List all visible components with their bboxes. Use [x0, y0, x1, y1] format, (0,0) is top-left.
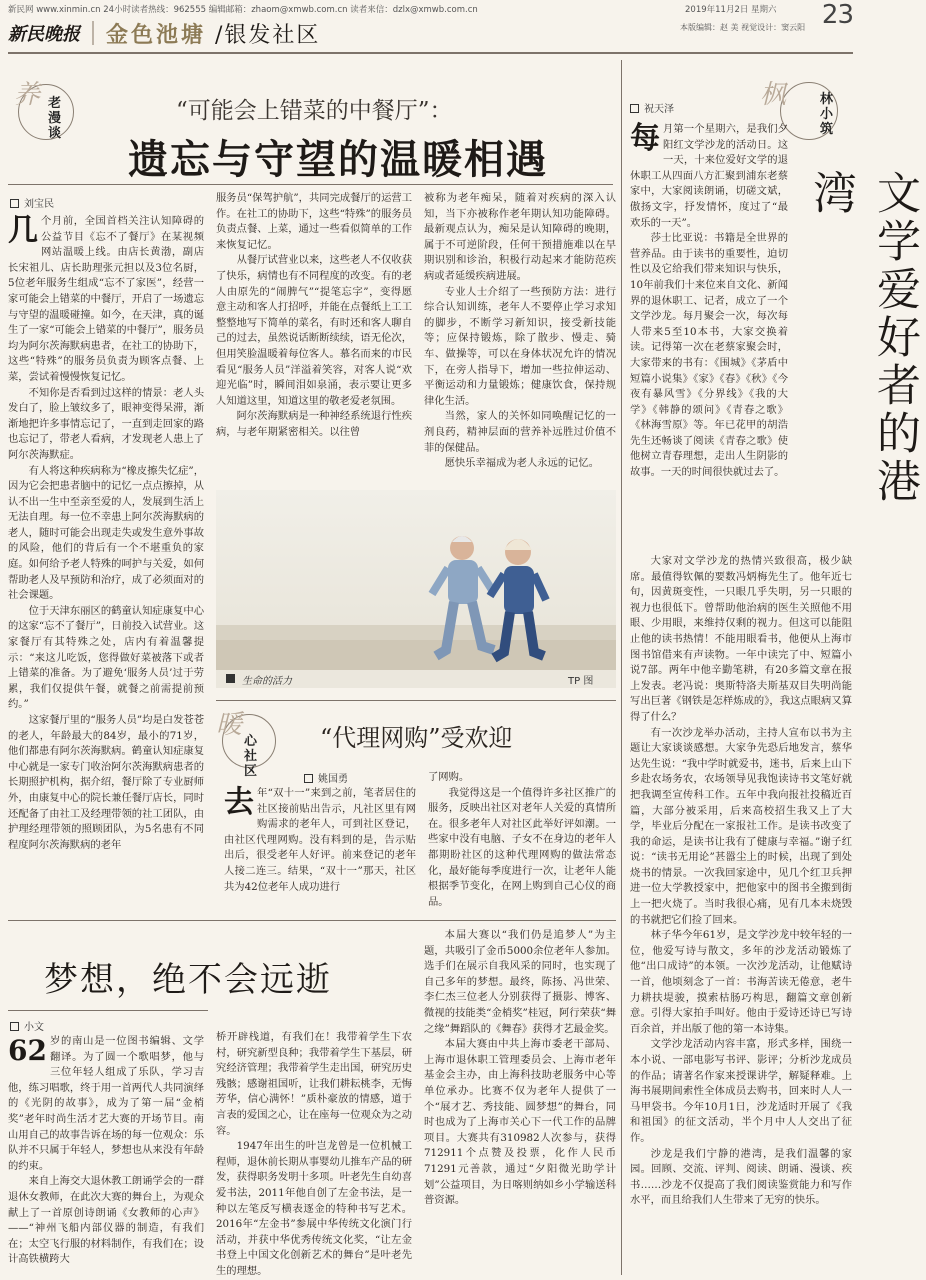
- section-gold: 金色池塘: [106, 21, 207, 48]
- masthead-divider: [92, 21, 94, 45]
- article3-col-bottom: [630, 554, 852, 1274]
- article1-rule: [8, 184, 613, 185]
- article4-para: 桥开辟栈道，有我们在！我带着学生下农村，研究新型良种；我带着学生下基层，研究经济管理；我带着学生走出国，研究历史残骸；感谢祖国听，让我们耕耘桃李，无悔芳华，信心满怀！”质朴豪放的情感，道于言表的爱国之心，让在座每一位观众为之动容。: [216, 1031, 412, 1137]
- article4-col3: [424, 928, 616, 1274]
- drop-cap: 62: [8, 1034, 47, 1067]
- article2-col1: [224, 786, 416, 910]
- article4-para: 来自上海交大退休教工朗诵学会的一群退休女教师，在此次大赛的舞台上，为观众献上了一首原创诗朗诵《女教师的心声》——“神州飞船内部仪器的制造，有我们在；太空飞行服的材料制作，有我们在；设计高铁横跨大: [8, 1175, 204, 1266]
- article1-para: 从餐厅试营业以来，这些老人不仅收获了快乐，病情也有不同程度的改变。有的老人由原先的“闹脾气”“提笔忘字”，变得愿意主动和客人打招呼，并能在点餐纸上工工整整地写下简单的菜名，有时还和客人聊自己的过去，虽然说话断断续续，语无伦次，但用笑脸温暖着每位客人。慕名而来的市民看见“服务人员”洋溢着笑容，对客人说“欢迎光临”时，瞬间泪如泉涌，表示要让更多人知道这里，知道这里的敬老爱老氛围。: [216, 254, 412, 407]
- article1-para: 几个月前，全国首档关注认知障碍的公益节目《忘不了餐厅》在某视频网站温暖上线。由店长黄渤，副店长宋祖儿、店长助理张元担以及3位名厨，5位老年服务生组成“忘不了家医”，经营一家可能会上错菜的中餐厅，开启了一场遗忘与守望的温暖碰撞。如今，在天津，真的诞生了一家“可能会上错菜的中餐厅”，服务员均为阿尔茨海默病患者，在社工的协助下，这些“特殊”的服务员负责为顾客点餐、上菜，尝试着慢慢恢复记忆。: [8, 213, 204, 383]
- byline-box-icon: [10, 1022, 19, 1031]
- article4-para: 1947年出生的叶岂龙曾是一位机械工程师，退休前长期从事婴幼儿推车产品的研发，获得职务发明十多项。叶老先生自幼喜爱书法，2011年他自创了左金书法，是一种以左笔反写横表逐金的特种书写艺术。2016年“左金书”参展中华传统文化演门行活动，并获中华优秀传统文化奖，“让左金书登上中国文化创新艺术的舞台”是叶老先生的理想。: [216, 1140, 412, 1277]
- byline-box-icon: [304, 774, 313, 783]
- drop-cap: 每: [630, 121, 660, 156]
- article1-col3: [424, 191, 616, 476]
- article4-headline: 梦想，绝不会远逝: [44, 960, 332, 1000]
- section-title: [106, 18, 320, 49]
- contact-info: 新民网 www.xinmin.cn 24小时读者热线：962555 编辑邮箱：zhaom@xmwb.com.cn 读者来信：dzlx@xmwb.com.cn: [8, 5, 478, 15]
- article1-para: 愿快乐幸福成为老人永远的记忆。: [444, 457, 600, 470]
- article3-para: 林子华今年61岁，是文学沙龙中较年轻的一位，他爱写诗与散文，多年的沙龙活动锻炼了他“出口成诗”的本领。一次沙龙活动，让他赋诗一首，他顷刻念了一首：书海苦读无倦意，老牛力耕扶堤骏，摸索枯肠巧构思，翻篇文章创新意。引得大家拍手叫好。他由于爱诗还诗已写诗百余首，并出版了他的第一本诗集。: [630, 929, 852, 1035]
- article3-para: 有一次沙龙举办活动，主持人宣布以书为主题让大家谈谈感想。大家争先恐后地发言，蔡华达先生说：“我中学时就爱书，迷书，后来上山下乡赴农场务农，农场领导见我饱读诗书文笔好就把我调至宣传科工作。五年中我向报社投稿近百篇，大部分被采用，后来高校招生我又上了大学，毕业后分配在一家报社工作。是读书改变了我的命运，是读书让我有了健康与幸福。”谢子红说：“读书无用论”甚嚣尘上的时候，出现了到处烧书的情景。一次我回家途中，见几个红卫兵押进一位大学教授家中，把他家中的图书全搬到街上一把火烧了。当时我很心痛，见有几本未烧毁的书就把它们捡了回来。: [630, 726, 852, 926]
- section-sub: /银发社区: [215, 22, 321, 48]
- article2-headline: “代理网购”受欢迎: [320, 724, 513, 752]
- column-badge-yanglao: [8, 78, 78, 148]
- article4-para: 本届大赛以“我们仍是追梦人”为主题，共吸引了金币5000余位老年人参加。选手们在展示自我风采的同时，也实现了自己多年的梦想。最终，陈扬、冯世荣、李仁杰三位老人分别获得了摄影、博客、微视的技能类“金梢奖”桂冠，阿行荣获“舞之缘”舞蹈队的《舞春》获得才艺最金奖。: [424, 929, 616, 1035]
- article1-para: 被称为老年痴呆，随着对疾病的深入认知，当下亦被称作老年期认知功能障碍。最新观点认为，痴呆是认知障碍的晚期，属于不可逆阶段，任何干预措施难以在早期识别和诊治，积极行动起来才能防范疾病或者延缓疾病进展。: [424, 192, 616, 282]
- badge-label: 林小筑: [820, 92, 834, 137]
- article3-byline: [630, 100, 674, 115]
- article3-vertical-headline: 文学爱好者的港湾: [805, 170, 920, 506]
- badge-label: 心社区: [244, 734, 258, 779]
- article1-byline: [10, 195, 54, 210]
- article2-col2: [428, 770, 616, 910]
- badge-char: 枫: [760, 80, 787, 110]
- article3-col-top: [630, 122, 788, 554]
- article4-para: 62 岁的南山是一位图书编辑、文学翻译。为了圆一个歌唱梦，他与三位年轻人组成了乐队，学习吉他，练习唱歌，终于用一首两代人共同演绎的《光阴的故事》，成为了第一届“金梢奖”老年时尚生活才艺大赛的开场节目。南山用自己的故事告诉在场的每一位观众：乐队并不只属于年轻人，梦想也从来没有年龄的约束。: [8, 1034, 204, 1172]
- page-number: 23: [821, 0, 853, 30]
- article2-top-rule: [216, 700, 616, 701]
- article3-para: 莎士比亚说：书籍是全世界的营养品。由于读书的重要性，迫切性以及它给我们带来知识与快乐，10年前我们十来位来自文化、新闻界的退休职工、记者，成立了一个文学沙龙。每月聚会一次，每次每人带来5至10本书，大家交换着读。记得第一次在老蔡家聚会时，大家带来的书有：《围城》《茅盾中短篇小说集》《家》《春》《秋》《今夜有暴风雪》《分界线》《我的大学》《韩静的颂问》《青春之歌》《林海雪原》等。年已花甲的胡浩先生还畅谈了阅读《青春之歌》使他树立青春理想，走出人生阴影的故事。一天的时间很快就过去了。: [630, 232, 788, 479]
- article1-col2: [216, 191, 412, 476]
- badge-label: 老漫谈: [48, 96, 62, 141]
- article2-byline: [304, 770, 348, 785]
- article1-photo: [216, 490, 616, 688]
- article4-col2: [216, 1030, 412, 1277]
- article4-byline: [10, 1018, 44, 1033]
- article4-rule: [8, 1010, 208, 1011]
- article1-col1: [8, 214, 204, 908]
- article2-para: 了网购。: [428, 771, 470, 783]
- article4-top-rule: [8, 920, 616, 921]
- editors-credit: 本版编辑：赵 美 视觉设计：窦云阳: [680, 23, 806, 32]
- article3-para: 文学沙龙活动内容丰富，形式多样，围绕一本小说、一部电影写书评、影评；分析沙龙成员的作品；请著名作家来授课讲学，解疑释难。上海书展期间索性全体成员去购书，回来时人人一马甲袋书。今年10月1日，沙龙适时开展了《我和祖国》的征文活动，半个月中人人交出了征作。: [630, 1038, 852, 1144]
- masthead-rule: [8, 52, 853, 54]
- article3-para: 每月第一个星期六，是我们夕阳红文学沙龙的活动日。这一天，十来位爱好文学的退休职工从四面八方汇聚到浦东老蔡家中，大家阅读朗诵，切磋文斌，傲扬文字，抒发情怀，度过了“最欢乐的一天”。: [630, 121, 788, 229]
- issue-date: 2019年11月2日 星期六: [685, 5, 777, 15]
- article1-para: 位于天津东丽区的鹤童认知症康复中心的这家“忘不了餐厅”，日前投入试营业。这家餐厅有其特殊之处，店内有着温馨提示：“来这儿吃饭，您得做好菜被落下或者上错菜的准备。为了避免‘服务人员’过于劳累，我们仅提供午餐，就餐之前需提前预约。”: [8, 604, 204, 711]
- article2-para: 去年“双十一”来到之前，笔者居住的社区接前贴出告示，凡社区里有网购需求的老年人，可到社区登记，由社区代理网购。没有料到的是，告示贴出后，很受老年人好评。前来登记的老年人接二连三。结果，“双十一”那天，社区共为42位老年人成功进行: [224, 785, 416, 893]
- article3-para: 大家对文学沙龙的热情兴致很高，极少缺席。最值得钦佩的要数冯炳梅先生了。他年近七旬，因黄斑变性，一只眼几乎失明，另一只眼的视力也很低下。曾帮助他治病的医生关照他不用眼、少用眼，来维持仅剩的视力。但这可以能阻止他的读书热情！不能用眼看书，他便从上海市图书馆借来有声读物。一年中读完了中、短篇小说7部。两年中他辛勤笔耕，有20多篇文章在报上发表。老冯说：奥斯特洛夫斯基双目失明尚能写出巨著《钢铁是怎样炼成的》，我这点眼病又算得了什么？: [630, 555, 852, 723]
- article1-para: 不知你是否看到过这样的情景：老人头发白了，脸上皱纹多了，眼神变得呆滞，渐渐地把许多事情忘记了，一直到走回家的路也忘记了，带老人看病，才发现老人患上了阿尔茨海默症。: [8, 386, 204, 461]
- article1-para: 当然，家人的关怀如同唤醒记忆的一剂良药，精神层面的营养补远胜过价值不菲的保健品。: [424, 410, 616, 454]
- article4-para: 本届大赛由中共上海市委老干部局、上海市退休职工管理委员会、上海市老年基金会主办，由上海科技助老服务中心等单位承办。比赛不仅为老年人提供了一个“展才艺、秀技能、圆梦想”的舞台，同时也成为了上海市关心下一代工作的品牌项目。大赛共有310982人次参与，获得712911个点赞及投票，化作人民币71291元善款，通过“夕阳微光助学计划”公益项目，为日喀则纳如乡小学输送科普资源。: [424, 1038, 616, 1207]
- byline-box-icon: [630, 104, 639, 113]
- elderly-couple-jogging-image: [216, 490, 616, 688]
- article4-col1: [8, 1034, 204, 1274]
- author-name: 祝天泽: [644, 104, 674, 115]
- photo-credit: TP 图: [568, 676, 594, 687]
- author-name: 小文: [24, 1022, 44, 1033]
- badge-char: 养: [14, 80, 41, 110]
- photo-caption: 生命的活力: [242, 676, 292, 687]
- column-divider: [621, 60, 622, 1275]
- article1-para: 服务员“保驾护航”，共同完成餐厅的运营工作。在社工的协助下，这些“特殊”的服务员负责点餐、上菜，通过一些看似简单的工作来恢复记忆。: [216, 192, 412, 251]
- drop-cap: 去: [224, 785, 254, 820]
- author-name: 刘宝民: [24, 199, 54, 210]
- caption-square-icon: [226, 674, 235, 683]
- masthead: [8, 16, 320, 50]
- drop-cap: 几: [8, 213, 38, 248]
- article2-para: 我觉得这是一个值得许多社区推广的服务，反映出社区对老年人关爱的真情所在。很多老年人对社区此举好评如潮。一些家中没有电脑、子女不在身边的老年人都期盼社区的这种代理网购的做法常态化，最好能每季度进行一次，让老年人能根据季节变化，在网上购到自己心仪的商品。: [428, 786, 616, 908]
- author-name: 姚国勇: [318, 774, 348, 785]
- article1-kicker: “可能会上错菜的中餐厅”：: [176, 98, 453, 124]
- badge-char: 暖: [216, 710, 243, 740]
- newspaper-brand: 新民晚报: [8, 24, 80, 45]
- article1-para: 有人将这种疾病称为“橡皮擦失忆症”，因为它会把患者脑中的记忆一点点擦掉，从认不出一生中至亲至爱的人，发展到生活上无法自理。每一位不幸患上阿尔茨海默病的老人，随时可能会出现走失或发生意外事故的风险，他们的背后有一个不堪重负的家庭。如何给予老人特殊的呵护与关爱，如何帮助老人及早预防和治疗，成了必须面对的社会课题。: [8, 464, 204, 602]
- article1-headline: 遗忘与守望的温暖相遇: [128, 136, 548, 183]
- article1-para: 这家餐厅里的“服务人员”均是白发苍苍的老人，年龄最大的84岁，最小的71岁，他们都患有阿尔茨海默病。鹤童认知症康复中心就是一家专门收治阿尔茨海默病患者的长期照护机构，据介绍，餐厅除了专业厨师外，由康复中心的院长兼任餐厅店长，同时还配备了由社工及经理带领的社工团队，由护理经理带领的照顾团队，为5名患有不同程度阿尔茨海默病的老年: [8, 714, 204, 851]
- column-badge-nuanxin: [212, 706, 282, 779]
- article1-para: 阿尔茨海默病是一种神经系统退行性疾病，与老年期紧密相关。以往曾: [216, 410, 412, 438]
- article3-para: 沙龙是我们宁静的港湾，是我们温馨的家园。回顾、交流、评判、阅读、朗诵、漫谈、疾书……沙龙不仅提高了我们阅读鉴赏能力和写作水平，而且给我们人生带来了无穷的快乐。: [630, 1147, 852, 1207]
- article1-para: 专业人士介绍了一些预防方法：进行综合认知训练，老年人不要停止学习求知的脚步，不断学习新知识，接受新技能等；应保持锻炼，除了散步、慢走、骑车、做操等，可以在身体状况允许的情况下，在旁人指导下，增加一些拉伸运动、平衡运动和力量锻炼；健康饮食，保持规律化生活。: [424, 285, 616, 407]
- byline-box-icon: [10, 199, 19, 208]
